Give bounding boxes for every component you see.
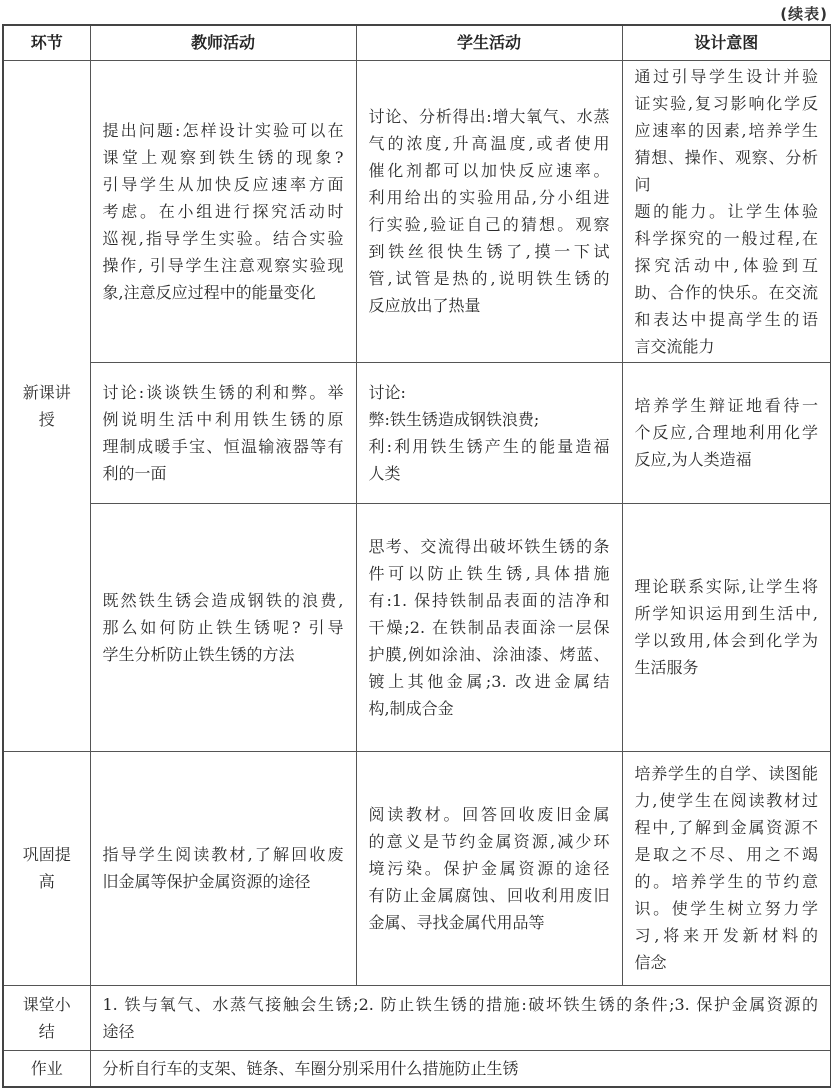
text-line: 理制成暖手宝、恒温输液器等有 — [102, 436, 344, 456]
stage-new-lesson: 新课讲授 — [3, 60, 90, 751]
table-row — [3, 985, 831, 1050]
table-row — [3, 1050, 831, 1087]
text-line: 生活服务 — [634, 658, 699, 677]
text-line: 有:1. 保持铁制品表面的洁净和 — [368, 590, 610, 610]
text-line: 力,使学生在阅读教材过 — [634, 791, 818, 810]
text-line: 程中,了解到金属资源不 — [634, 818, 818, 837]
stage-homework: 作业 — [3, 1050, 90, 1087]
text-line: 科学探究的一般过程,在 — [634, 228, 818, 248]
text-line: 理论联系实际,让学生将 — [634, 577, 818, 596]
text-line: 个反应,合理地利用化学 — [634, 423, 818, 442]
text-line: 题的能力。让学生体验 — [634, 201, 818, 221]
text-line: 讨论: — [368, 382, 406, 402]
teacher-activity-cell — [90, 362, 356, 503]
text-line: 习,将来开发新材料的 — [634, 926, 818, 945]
paragraph — [103, 587, 344, 668]
design-intent-cell — [622, 751, 831, 985]
text-line: 言交流能力 — [634, 336, 715, 356]
paragraph — [369, 103, 610, 319]
teacher-activity-cell — [90, 751, 356, 985]
text-line: 考虑。在小组进行探究活动时 — [102, 201, 344, 221]
paragraph — [369, 379, 610, 406]
text-line: 既然铁生锈会造成钢铁的浪费, — [102, 590, 344, 610]
text-line: 巡视,指导学生实验。结合实验 — [102, 228, 344, 248]
text-line: 引导学生从加快反应速率方面 — [102, 174, 344, 194]
paragraph — [635, 63, 819, 360]
text-line: 镀上其他金属;3. 改进金属结 — [368, 671, 610, 691]
text-line: 催化剂都可以加快反应速率。 — [368, 161, 610, 180]
text-line: 件可以防止铁生锈,具体措施 — [368, 563, 610, 583]
paragraph — [103, 991, 819, 1045]
text-line: 利:利用铁生锈产生的能量造福 — [368, 436, 610, 456]
text-line: 旧金属等保护金属资源的途径 — [102, 872, 311, 891]
text-line: 助、合作的快乐。在交流 — [634, 282, 818, 302]
text-line: 信念 — [634, 953, 667, 972]
design-intent-cell — [622, 60, 831, 362]
text-line: 护膜,例如涂油、涂油漆、烤蓝、 — [368, 644, 610, 664]
header-student-activity: 学生活动 — [356, 25, 622, 60]
text-line: 例说明生活中利用铁生锈的原 — [102, 409, 344, 429]
student-activity-cell — [356, 362, 622, 503]
table-row — [3, 751, 831, 985]
text-line: 的。培养学生的节约意 — [634, 872, 818, 891]
text-line: 行实验,验证自己的猜想。观察 — [368, 215, 610, 234]
text-line: 气的浓度,升高温度,或者使用 — [368, 134, 610, 153]
paragraph — [103, 1055, 819, 1082]
paragraph — [103, 841, 344, 895]
text-line: 证实验,复习影响化学反 — [634, 93, 818, 113]
header-teacher-activity: 教师活动 — [90, 25, 356, 60]
text-line: 学生分析防止铁生锈的方法 — [102, 644, 295, 664]
text-line: 管,试管是热的,说明铁生锈的 — [368, 269, 610, 288]
table-row — [3, 60, 831, 362]
stage-consolidation: 巩固提高 — [3, 751, 90, 985]
text-line: 提出问题:怎样设计实验可以在 — [102, 120, 344, 140]
text-line: 分析自行车的支架、链条、车圈分别采用什么措施防止生锈 — [102, 1058, 519, 1078]
text-line: 干燥;2. 在铁制品表面涂一层保 — [368, 617, 610, 637]
student-activity-cell — [356, 503, 622, 751]
text-line: 应速率的因素,培养学生 — [634, 120, 818, 140]
text-line: 指导学生阅读教材,了解回收废 — [102, 845, 344, 864]
text-line: 境污染。保护金属资源的途径 — [368, 858, 610, 878]
text-line: 构,制成合金 — [368, 698, 454, 718]
paragraph — [635, 392, 819, 473]
header-design-intent: 设计意图 — [622, 25, 831, 60]
text-line: 讨论:谈谈铁生锈的利和弊。举 — [102, 382, 344, 402]
homework-content-cell — [90, 1050, 831, 1087]
text-line: 利用给出的实验用品,分小组进 — [368, 188, 610, 207]
text-line: 培养学生的自学、读图能 — [634, 764, 818, 783]
text-line: 课堂上观察到铁生锈的现象? — [102, 147, 344, 167]
text-line: 和表达中提高学生的语 — [634, 309, 818, 329]
student-activity-cell — [356, 60, 622, 362]
stage-summary: 课堂小结 — [3, 985, 90, 1050]
table-header-row — [3, 25, 831, 60]
text-line: 1. 铁与氧气、水蒸气接触会生锈;2. 防止铁生锈的措施:破坏铁生锈的条件;3. 保护金属资源的 — [102, 994, 818, 1014]
text-line: 学以致用,体会到化学为 — [634, 631, 818, 650]
text-line: 培养学生辩证地看待一 — [634, 396, 818, 415]
header-stage: 环节 — [3, 25, 90, 60]
text-line: 通过引导学生设计并验 — [634, 66, 818, 86]
text-line: 到铁丝很快生锈了,摸一下试 — [368, 242, 610, 261]
text-line: 弊:铁生锈造成钢铁浪费; — [368, 409, 540, 429]
text-line: 操作, 引导学生注意观察实验现 — [102, 255, 344, 275]
table-row — [3, 362, 831, 503]
text-line: 的意义是节约金属资源,减少环 — [368, 831, 610, 851]
text-line: 利的一面 — [102, 463, 167, 483]
text-line: 有防止金属腐蚀、回收利用废旧 — [368, 885, 610, 905]
table-row — [3, 503, 831, 751]
paragraph — [369, 433, 610, 487]
summary-content-cell — [90, 985, 831, 1050]
text-line: 阅读教材。回答回收废旧金属 — [368, 804, 610, 824]
text-line: 所学知识运用到生活中, — [634, 604, 818, 623]
text-line: 猜想、操作、观察、分析问 — [634, 147, 818, 194]
paragraph — [635, 760, 819, 976]
text-line: 探究活动中,体验到互 — [634, 255, 818, 275]
text-line: 识。使学生树立努力学 — [634, 899, 818, 918]
design-intent-cell — [622, 503, 831, 751]
text-line: 反应,为人类造福 — [634, 450, 752, 469]
teacher-activity-cell — [90, 60, 356, 362]
text-line: 思考、交流得出破坏铁生锈的条 — [368, 536, 610, 556]
teacher-activity-cell — [90, 503, 356, 751]
text-line: 途径 — [102, 1021, 135, 1041]
paragraph — [369, 406, 610, 433]
text-line: 金属、寻找金属代用品等 — [368, 912, 545, 932]
paragraph — [103, 379, 344, 487]
lesson-plan-table — [2, 24, 831, 1088]
text-line: 象,注意反应过程中的能量变化 — [102, 282, 316, 302]
paragraph — [369, 801, 610, 936]
text-line: 那么如何防止铁生锈呢? 引导 — [102, 617, 344, 637]
text-line: 反应放出了热量 — [368, 296, 481, 315]
paragraph — [635, 573, 819, 681]
design-intent-cell — [622, 362, 831, 503]
text-line: 讨论、分析得出:增大氧气、水蒸 — [368, 107, 610, 126]
text-line: 是取之不尽、用之不竭 — [634, 845, 818, 864]
paragraph — [103, 117, 344, 306]
text-line: 人类 — [368, 463, 401, 483]
student-activity-cell — [356, 751, 622, 985]
paragraph — [369, 533, 610, 722]
continuation-label: (续表) — [780, 5, 828, 23]
